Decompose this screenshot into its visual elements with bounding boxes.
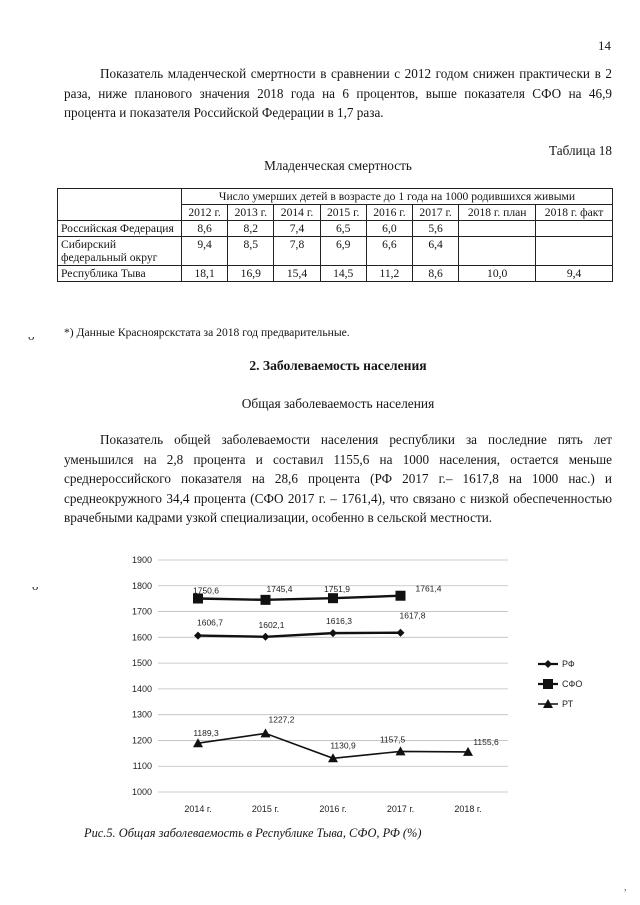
table-cell: 8,6 bbox=[413, 266, 459, 282]
legend-label: РФ bbox=[562, 659, 575, 669]
table-cell bbox=[459, 221, 536, 237]
data-label: 1189,3 bbox=[193, 728, 219, 739]
x-tick-label: 2016 г. bbox=[319, 804, 347, 814]
body-paragraph: Показатель общей заболеваемости населения республики за последние пять лет уменьшился на 2,8 процента и составил 1155,6 на 1000 населения, остается меньше среднероссийского показателя на 28,6 процента (РФ 2017 г.– 1617,8 на 1000 нас.) и среднеокружного 34,4 процента (СФО 2017 г. – 1761,4), что связано с низкой обеспеченностью врачебными кадрами узкой специализации, особенно в сельской местности. bbox=[64, 432, 612, 525]
column-header: 2018 г. план bbox=[459, 205, 536, 221]
table-row bbox=[58, 266, 613, 282]
y-tick-label: 1500 bbox=[131, 658, 152, 669]
data-point-РФ bbox=[544, 660, 552, 668]
data-label: 1155,6 bbox=[473, 736, 499, 747]
table-row bbox=[58, 221, 613, 237]
data-label: 1616,3 bbox=[326, 616, 352, 627]
y-tick-label: 1600 bbox=[131, 632, 152, 643]
legend-label: СФО bbox=[562, 679, 583, 689]
margin-mark: ᴗ bbox=[32, 578, 39, 593]
data-label: 1227,2 bbox=[268, 714, 295, 725]
column-header: 2012 г. bbox=[182, 205, 228, 221]
table-cell: 11,2 bbox=[366, 266, 412, 282]
y-tick-label: 1200 bbox=[131, 735, 152, 746]
data-point-СФО bbox=[396, 591, 406, 601]
data-label: 1751,9 bbox=[324, 584, 350, 595]
table-cell: 9,4 bbox=[182, 237, 228, 266]
column-header: 2015 г. bbox=[320, 205, 366, 221]
x-tick-label: 2017 г. bbox=[386, 804, 415, 814]
data-label: 1130,9 bbox=[330, 740, 356, 751]
table-title: Младенческая смертность bbox=[264, 158, 412, 173]
series-line-СФО bbox=[198, 596, 401, 600]
data-label: 1617,8 bbox=[399, 610, 426, 621]
data-point-СФО bbox=[328, 593, 338, 603]
data-point-РТ bbox=[261, 728, 271, 737]
row-label: Республика Тыва bbox=[58, 266, 182, 282]
table-cell: 6,9 bbox=[320, 237, 366, 266]
data-point-СФО bbox=[543, 679, 553, 689]
data-point-РФ bbox=[329, 629, 337, 637]
x-tick-label: 2015 г. bbox=[251, 804, 280, 814]
table-group-header: Число умерших детей в возрасте до 1 года на 1000 родившихся живыми bbox=[182, 189, 613, 205]
table-cell: 6,6 bbox=[366, 237, 412, 266]
legend-label: РТ bbox=[562, 699, 574, 709]
column-header: 2016 г. bbox=[366, 205, 412, 221]
table-cell: 10,0 bbox=[459, 266, 536, 282]
table-cell: 5,6 bbox=[413, 221, 459, 237]
table-cell: 16,9 bbox=[228, 266, 274, 282]
data-label: 1157,5 bbox=[379, 734, 406, 745]
data-label: 1606,7 bbox=[197, 617, 223, 628]
table-row bbox=[58, 237, 613, 266]
infant-mortality-table bbox=[57, 188, 613, 282]
y-tick-label: 1300 bbox=[131, 709, 152, 720]
table-cell: 15,4 bbox=[274, 266, 320, 282]
table-cell: 8,6 bbox=[182, 221, 228, 237]
table-cell: 9,4 bbox=[536, 266, 613, 282]
table-cell: 14,5 bbox=[320, 266, 366, 282]
section-subheading: Общая заболеваемость населения bbox=[241, 396, 435, 411]
data-point-РФ bbox=[397, 629, 405, 637]
table-label: Таблица 18 bbox=[549, 143, 612, 158]
data-point-СФО bbox=[261, 595, 271, 605]
row-label: Сибирский федеральный округ bbox=[58, 237, 182, 266]
footnote: *) Данные Красноярскстата за 2018 год предварительные. bbox=[64, 326, 350, 339]
data-label: 1750,6 bbox=[193, 585, 219, 596]
table-cell bbox=[536, 237, 613, 266]
x-tick-label: 2018 г. bbox=[454, 804, 482, 814]
table-cell: 6,4 bbox=[413, 237, 459, 266]
table-cell: 7,4 bbox=[274, 221, 320, 237]
table-cell: 6,0 bbox=[366, 221, 412, 237]
page-number: 14 bbox=[598, 38, 611, 53]
data-label: 1745,4 bbox=[266, 583, 293, 594]
y-tick-label: 1800 bbox=[131, 580, 152, 591]
y-tick-label: 1100 bbox=[132, 761, 152, 772]
y-tick-label: 1000 bbox=[131, 787, 152, 797]
series-line-РФ bbox=[198, 633, 401, 637]
figure-caption: Рис.5. Общая заболеваемость в Республике Тыва, СФО, РФ (%) bbox=[84, 826, 422, 840]
table-cell: 7,8 bbox=[274, 237, 320, 266]
column-header: 2017 г. bbox=[413, 205, 459, 221]
column-header: 2013 г. bbox=[228, 205, 274, 221]
table-cell bbox=[459, 237, 536, 266]
data-point-РФ bbox=[262, 633, 270, 641]
column-header: 2018 г. факт bbox=[536, 205, 613, 221]
table-group-header-row bbox=[58, 189, 613, 205]
stray-mark: , bbox=[624, 882, 627, 893]
x-tick-label: 2014 г. bbox=[184, 804, 212, 814]
data-label: 1761,4 bbox=[415, 583, 442, 594]
y-tick-label: 1900 bbox=[131, 555, 152, 565]
data-point-РФ bbox=[194, 632, 202, 640]
table-corner-cell bbox=[58, 189, 182, 221]
table-cell bbox=[536, 221, 613, 237]
y-tick-label: 1400 bbox=[131, 683, 152, 694]
section-heading: 2. Заболеваемость населения bbox=[249, 358, 427, 373]
data-label: 1602,1 bbox=[258, 619, 285, 630]
y-tick-label: 1700 bbox=[131, 606, 152, 617]
table-cell: 18,1 bbox=[182, 266, 228, 282]
table-cell: 8,2 bbox=[228, 221, 274, 237]
row-label: Российская Федерация bbox=[58, 221, 182, 237]
table-cell: 8,5 bbox=[228, 237, 274, 266]
table-cell: 6,5 bbox=[320, 221, 366, 237]
column-header: 2014 г. bbox=[274, 205, 320, 221]
intro-paragraph: Показатель младенческой смертности в сравнении с 2012 годом снижен практически в 2 раза, ниже планового значения 2018 года на 6 процентов, выше показателя СФО на 46,9 процента и показателя Российской Федерации в 1,7 раза. bbox=[64, 66, 612, 120]
morbidity-line-chart bbox=[100, 548, 600, 820]
margin-mark: ᴗ bbox=[28, 328, 35, 343]
